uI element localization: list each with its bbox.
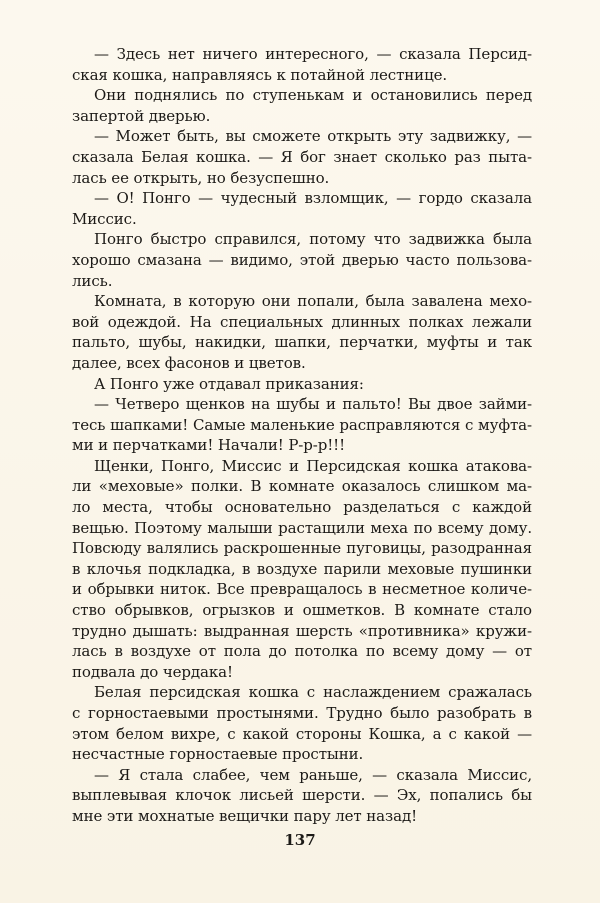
text-line: далее, всех фасонов и цветов. xyxy=(72,353,306,372)
text-line: этом белом вихре, с какой стороны Кошка, а с какой — xyxy=(72,724,532,743)
text-line: и обрывки ниток. Все превращалось в несметное количе- xyxy=(72,580,532,599)
paragraph xyxy=(72,374,532,395)
text-line: тесь шапками! Самые маленькие расправляются с муфта- xyxy=(72,415,532,434)
text-line: вой одеждой. На специальных длинных полках лежали xyxy=(72,312,532,331)
text-line: ми и перчатками! Начали! Р-р-р!!! xyxy=(72,436,346,455)
text-line: ло места, чтобы основательно разделаться с каждой xyxy=(72,498,532,517)
text-line: лась ее открыть, но безуспешно. xyxy=(72,168,330,187)
paragraph xyxy=(72,44,532,85)
text-line: сказала Белая кошка. — Я бог знает сколько раз пыта- xyxy=(72,147,532,166)
paragraph xyxy=(72,126,532,188)
text-line: Комната, в которую они попали, была завалена мехо- xyxy=(94,292,532,311)
text-line: лась в воздухе от пола до потолка по всему дому — от xyxy=(72,642,532,661)
text-line: трудно дышать: выдранная шерсть «противника» кружи- xyxy=(72,621,532,640)
text-line: лись. xyxy=(72,271,113,290)
text-line: — О! Понго — чудесный взломщик, — гордо сказала xyxy=(94,189,532,208)
text-line: подвала до чердака! xyxy=(72,662,233,681)
text-line: несчастные горностаевые простыни. xyxy=(72,745,364,764)
text-line: в клочья подкладка, в воздухе парили меховые пушинки xyxy=(72,559,532,578)
text-line: мне эти мохнатые вещички пару лет назад! xyxy=(72,806,418,825)
text-line: — Здесь нет ничего интересного, — сказала Персид- xyxy=(94,45,532,63)
text-line: Щенки, Понго, Миссис и Персидская кошка атакова- xyxy=(94,456,532,475)
body-text xyxy=(72,44,532,827)
text-line: А Понго уже отдавал приказания: xyxy=(94,374,364,393)
text-line: — Четверо щенков на шубы и пальто! Вы двое займи- xyxy=(94,395,532,414)
paragraph xyxy=(72,456,532,683)
text-line: — Может быть, вы сможете открыть эту задвижку, — xyxy=(94,127,532,146)
text-line: ство обрывков, огрызков и ошметков. В комнате стало xyxy=(72,601,532,620)
text-line: запертой дверью. xyxy=(72,106,211,125)
text-line: Белая персидская кошка с наслаждением сражалась xyxy=(94,683,532,702)
text-line: Миссис. xyxy=(72,209,137,228)
paragraph xyxy=(72,291,532,373)
text-line: ли «меховые» полки. В комнате оказалось слишком ма- xyxy=(72,477,532,496)
text-line: Повсюду валялись раскрошенные пуговицы, разодранная xyxy=(72,539,532,558)
page-number: 137 xyxy=(284,831,316,849)
text-line: пальто, шубы, накидки, шапки, перчатки, муфты и так xyxy=(72,333,532,352)
paragraph xyxy=(72,765,532,827)
text-line: хорошо смазана — видимо, этой дверью часто пользова- xyxy=(72,250,532,269)
text-line: вещью. Поэтому малыши растащили меха по всему дому. xyxy=(72,518,532,537)
text-line: с горностаевыми простынями. Трудно было разобрать в xyxy=(72,704,532,722)
paragraph xyxy=(72,85,532,126)
paragraph xyxy=(72,394,532,456)
text-line: Они поднялись по ступенькам и остановились перед xyxy=(94,86,532,105)
paragraph xyxy=(72,682,532,764)
paragraph xyxy=(72,229,532,291)
text-line: выплевывая клочок лисьей шерсти. — Эх, попались бы xyxy=(72,786,532,805)
text-line: — Я стала слабее, чем раньше, — сказала Миссис, xyxy=(94,765,532,784)
text-line: Понго быстро справился, потому что задвижка была xyxy=(94,230,532,249)
text-line: ская кошка, направляясь к потайной лестнице. xyxy=(72,65,448,84)
paragraph xyxy=(72,188,532,229)
